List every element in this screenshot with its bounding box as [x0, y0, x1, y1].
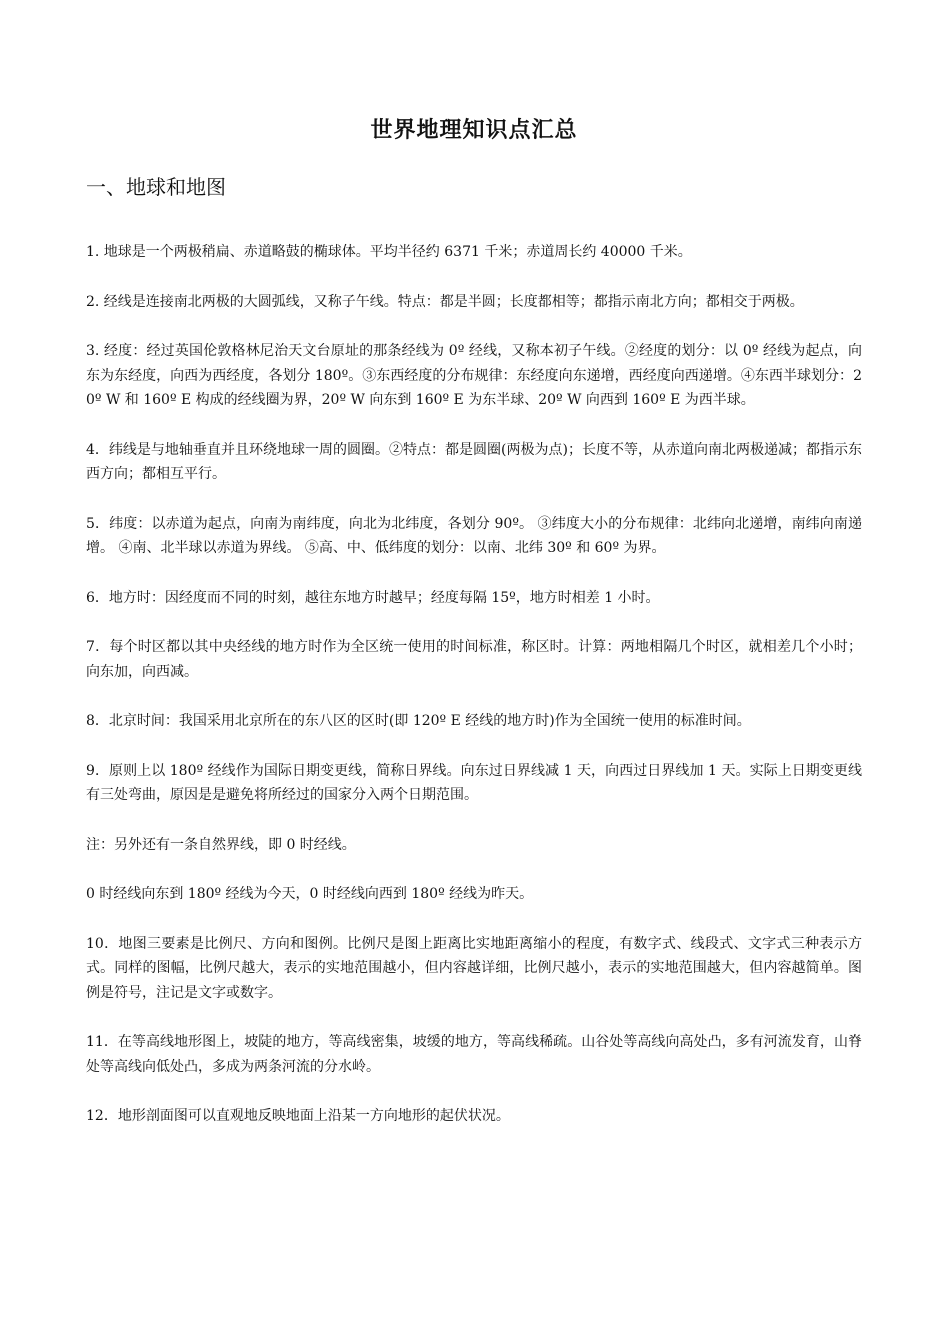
paragraph-2: 2. 经线是连接南北两极的大圆弧线，又称子午线。特点：都是半圆；长度都相等；都指示南北方向；都相交于两极。 [86, 293, 804, 310]
paragraph-8: 8．北京时间：我国采用北京所在的东八区的区时(即 120º E 经线的地方时)作为全国统一使用的标准时间。 [86, 713, 751, 729]
paragraph-11: 11．在等高线地形图上，坡陡的地方，等高线密集，坡缓的地方，等高线稀疏。山谷处等高线向高处凸，多有河流发育，山脊处等高线向低处凸，多成为两条河流的分水岭。 [86, 1034, 862, 1075]
paragraph-1: 1. 地球是一个两极稍扁、赤道略鼓的椭球体。平均半径约 6371 千米；赤道周长约 40000 千米。 [86, 244, 692, 260]
paragraph-10: 10．地图三要素是比例尺、方向和图例。比例尺是图上距离比实地距离缩小的程度，有数字式、线段式、文字式三种表示方式。同样的图幅，比例尺越大，表示的实地范围越小，但内容越详细，比例尺越小，表示的实地范围越大，但内容越简单。图例是符号，注记是文字或数字。 [86, 935, 862, 1001]
paragraph-6: 6．地方时：因经度而不同的时刻，越往东地方时越早；经度每隔 15º，地方时相差 1 小时。 [86, 589, 660, 606]
paragraph-5: 5．纬度：以赤道为起点，向南为南纬度，向北为北纬度，各划分 90º。 ③纬度大小的分布规律：北纬向北递增，南纬向南递增。 ④南、北半球以赤道为界线。 ⑤高、中、低纬度的划分：以南、北纬 30º 和 60º 为界。 [86, 515, 862, 556]
paragraph-3: 3. 经度：经过英国伦敦格林尼治天文台原址的那条经线为 0º 经线，又称本初子午线。②经度的划分：以 0º 经线为起点，向东为东经度，向西为西经度，各划分 180º。③东西经度的分布规律：东经度向东递增，西经度向西递增。④东西半球划分：20º W 和 160º E 构成的经线圈为界，20º W 向东到 160º E 为东半球、20º W 向西到 160º E 为西半球。 [86, 343, 862, 408]
paragraph-9: 9．原则上以 180º 经线作为国际日期变更线，简称日界线。向东过日界线减 1 天，向西过日界线加 1 天。实际上日期变更线有三处弯曲，原因是是避免将所经过的国家分入两个日期范围。 [86, 762, 862, 803]
section-heading: 一、地球和地图 [86, 175, 226, 199]
document-title: 世界地理知识点汇总 [370, 117, 578, 143]
paragraph-7: 7．每个时区都以其中央经线的地方时作为全区统一使用的时间标准，称区时。计算：两地相隔几个时区，就相差几个小时；向东加，向西减。 [86, 639, 862, 680]
note-detail-paragraph: 0 时经线向东到 180º 经线为今天，0 时经线向西到 180º 经线为昨天。 [86, 886, 534, 902]
note-paragraph: 注：另外还有一条自然界线，即 0 时经线。 [86, 836, 356, 853]
paragraph-12: 12．地形剖面图可以直观地反映地面上沿某一方向地形的起伏状况。 [86, 1108, 510, 1124]
paragraph-4: 4．纬线是与地轴垂直并且环绕地球一周的圆圈。②特点：都是圆圈(两极为点)；长度不等，从赤道向南北两极递减；都指示东西方向；都相互平行。 [86, 441, 862, 482]
